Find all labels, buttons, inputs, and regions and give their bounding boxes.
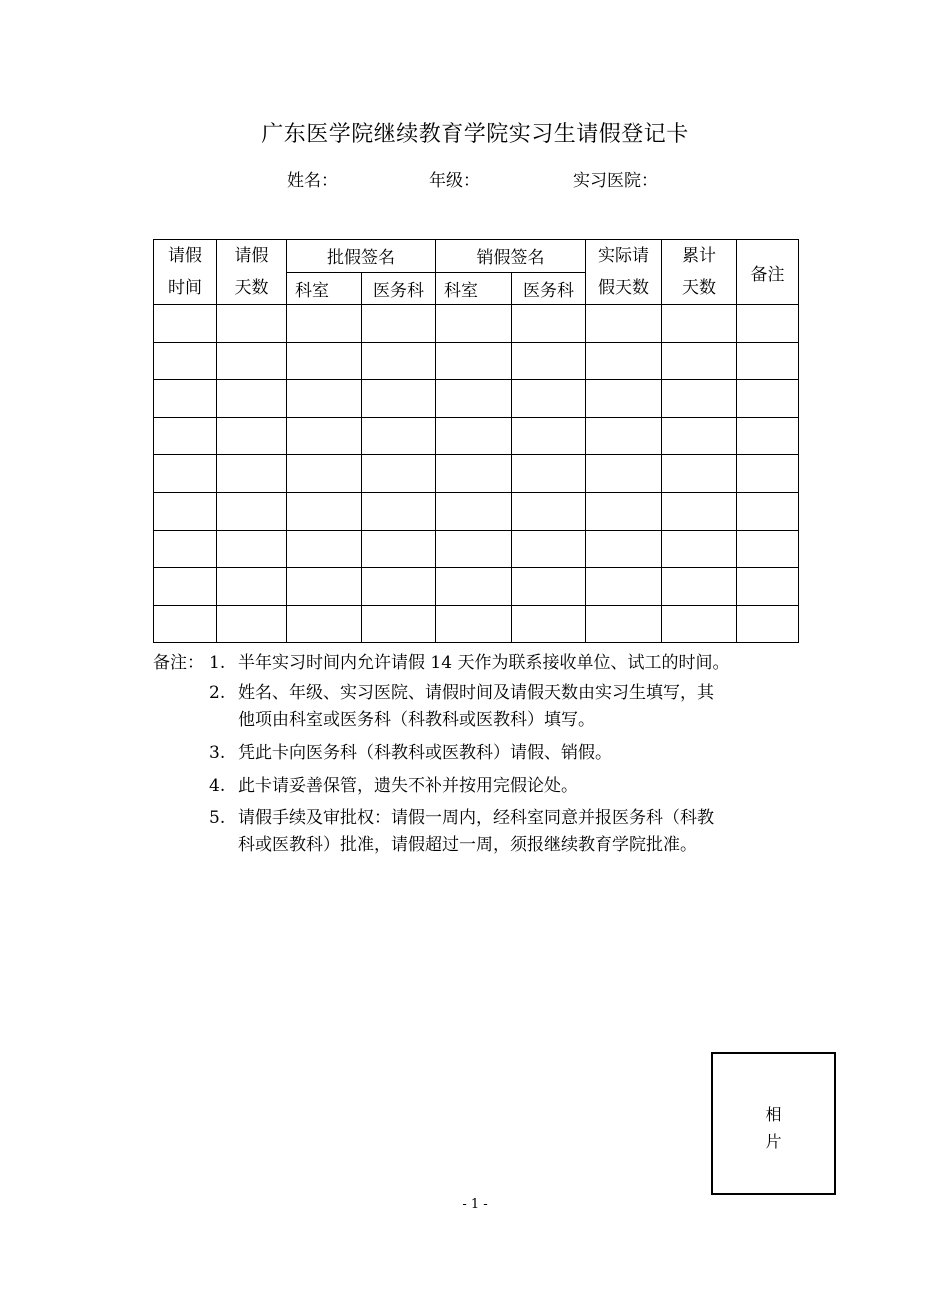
table-cell[interactable] <box>362 605 436 643</box>
table-cell[interactable] <box>662 305 737 343</box>
table-cell[interactable] <box>737 605 799 643</box>
note-text <box>238 740 798 767</box>
table-cell[interactable] <box>662 605 737 643</box>
table-cell[interactable] <box>512 492 586 530</box>
table-row <box>154 530 799 568</box>
table-cell[interactable] <box>737 305 799 343</box>
table-cell[interactable] <box>737 530 799 568</box>
grade-label: 年级： <box>429 171 480 191</box>
table-cell[interactable] <box>662 380 737 418</box>
note-number: 5. <box>209 808 226 828</box>
table-cell[interactable] <box>217 342 287 380</box>
table-cell[interactable] <box>287 605 362 643</box>
table-cell[interactable] <box>512 417 586 455</box>
table-cell[interactable] <box>737 492 799 530</box>
table-row <box>154 417 799 455</box>
note-number: 2. <box>209 683 226 703</box>
table-cell[interactable] <box>154 417 217 455</box>
table-cell[interactable] <box>287 305 362 343</box>
table-cell[interactable] <box>586 455 662 493</box>
table-cell[interactable] <box>287 455 362 493</box>
table-cell[interactable] <box>512 568 586 606</box>
table-cell[interactable] <box>436 417 512 455</box>
table-cell[interactable] <box>737 455 799 493</box>
table-cell[interactable] <box>154 530 217 568</box>
table-cell[interactable] <box>217 605 287 643</box>
table-cell[interactable] <box>512 380 586 418</box>
note-line: 半年实习时间内允许请假 14 天作为联系接收单位、试工的时间。 <box>238 653 730 673</box>
header-cancel-medical: 医务科 <box>512 272 586 305</box>
photo-label-line2: 片 <box>765 1132 782 1151</box>
table-cell[interactable] <box>512 305 586 343</box>
header-cancel-signature: 销假签名 <box>436 240 586 273</box>
note-line: 科或医教科）批准，请假超过一周，须报继续教育学院批准。 <box>238 835 697 855</box>
header-total-days-line2: 天数 <box>682 278 716 298</box>
table-cell[interactable] <box>362 305 436 343</box>
table-cell[interactable] <box>217 305 287 343</box>
table-cell[interactable] <box>662 417 737 455</box>
table-cell[interactable] <box>154 380 217 418</box>
leave-register-table <box>153 239 799 643</box>
header-leave-time <box>154 240 217 305</box>
table-cell[interactable] <box>154 605 217 643</box>
table-cell[interactable] <box>362 492 436 530</box>
table-cell[interactable] <box>586 605 662 643</box>
note-text <box>238 773 798 800</box>
table-cell[interactable] <box>586 305 662 343</box>
table-row <box>154 305 799 343</box>
header-leave-days <box>217 240 287 305</box>
table-cell[interactable] <box>217 568 287 606</box>
table-row <box>154 342 799 380</box>
note-line: 姓名、年级、实习医院、请假时间及请假天数由实习生填写，其 <box>238 683 714 703</box>
table-cell[interactable] <box>662 492 737 530</box>
table-cell[interactable] <box>287 380 362 418</box>
table-cell[interactable] <box>217 417 287 455</box>
note-line: 请假手续及审批权：请假一周内，经科室同意并报医务科（科教 <box>238 808 714 828</box>
note-line: 凭此卡向医务科（科教科或医教科）请假、销假。 <box>238 743 612 763</box>
table-cell[interactable] <box>217 455 287 493</box>
table-cell[interactable] <box>436 568 512 606</box>
table-cell[interactable] <box>737 342 799 380</box>
table-cell[interactable] <box>737 380 799 418</box>
table-row <box>154 605 799 643</box>
note-line: 此卡请妥善保管，遗失不补并按用完假论处。 <box>238 776 578 796</box>
note-text <box>238 680 798 734</box>
table-cell[interactable] <box>512 342 586 380</box>
header-total-days-line1: 累计 <box>682 246 716 266</box>
table-cell[interactable] <box>436 492 512 530</box>
table-cell[interactable] <box>512 530 586 568</box>
table-cell[interactable] <box>737 417 799 455</box>
table-cell[interactable] <box>436 455 512 493</box>
table-cell[interactable] <box>154 305 217 343</box>
note-text <box>238 805 798 859</box>
table-cell[interactable] <box>436 342 512 380</box>
table-cell[interactable] <box>154 342 217 380</box>
table-cell[interactable] <box>154 455 217 493</box>
header-actual-days-line2: 假天数 <box>598 278 649 298</box>
table-cell[interactable] <box>436 380 512 418</box>
table-cell[interactable] <box>362 380 436 418</box>
table-body <box>154 305 799 643</box>
table-cell[interactable] <box>586 568 662 606</box>
table-cell[interactable] <box>586 417 662 455</box>
table-cell[interactable] <box>512 455 586 493</box>
table-cell[interactable] <box>287 568 362 606</box>
header-leave-time-line1: 请假 <box>168 246 202 266</box>
note-line: 他项由科室或医务科（科教科或医教科）填写。 <box>238 710 595 730</box>
note-number: 3. <box>209 743 226 763</box>
header-approve-signature: 批假签名 <box>287 240 436 273</box>
table-cell[interactable] <box>287 492 362 530</box>
table-cell[interactable] <box>586 342 662 380</box>
table-cell[interactable] <box>512 605 586 643</box>
table-cell[interactable] <box>662 568 737 606</box>
header-leave-days-line1: 请假 <box>234 246 269 266</box>
table-cell[interactable] <box>217 492 287 530</box>
table-cell[interactable] <box>154 568 217 606</box>
table-cell[interactable] <box>154 492 217 530</box>
header-total-days <box>662 240 737 305</box>
header-actual-days-line1: 实际请 <box>598 246 649 266</box>
table-cell[interactable] <box>362 417 436 455</box>
photo-box <box>711 1052 836 1195</box>
note-number: 1. <box>209 653 226 673</box>
table-cell[interactable] <box>287 530 362 568</box>
table-cell[interactable] <box>362 530 436 568</box>
header-cancel-dept: 科室 <box>436 272 512 305</box>
note-number: 4. <box>209 776 226 796</box>
note-text <box>238 650 798 677</box>
table-cell[interactable] <box>586 380 662 418</box>
table-row <box>154 380 799 418</box>
table-cell[interactable] <box>662 342 737 380</box>
header-approve-medical: 医务科 <box>362 272 436 305</box>
hospital-label: 实习医院： <box>573 171 658 191</box>
header-leave-days-line2: 天数 <box>234 278 269 298</box>
table-cell[interactable] <box>217 380 287 418</box>
table-cell[interactable] <box>586 492 662 530</box>
table-header <box>154 240 799 305</box>
table-row <box>154 492 799 530</box>
photo-label-line1: 相 <box>765 1105 782 1124</box>
header-leave-time-line2: 时间 <box>168 278 202 298</box>
notes-label: 备注： <box>153 653 204 673</box>
name-label: 姓名： <box>287 171 338 191</box>
header-remarks: 备注 <box>737 240 799 305</box>
table-cell[interactable] <box>362 568 436 606</box>
header-approve-dept: 科室 <box>287 272 362 305</box>
table-cell[interactable] <box>737 568 799 606</box>
table-row <box>154 455 799 493</box>
table-cell[interactable] <box>287 417 362 455</box>
header-actual-days <box>586 240 662 305</box>
table-cell[interactable] <box>362 455 436 493</box>
table-cell[interactable] <box>436 530 512 568</box>
table-cell[interactable] <box>586 530 662 568</box>
table-cell[interactable] <box>436 605 512 643</box>
table-cell[interactable] <box>436 305 512 343</box>
page-title: 广东医学院继续教育学院实习生请假登记卡 <box>261 122 689 147</box>
table-cell[interactable] <box>362 342 436 380</box>
table-cell[interactable] <box>287 342 362 380</box>
table-cell[interactable] <box>217 530 287 568</box>
table-cell[interactable] <box>662 455 737 493</box>
page-number: - 1 - <box>462 1197 488 1212</box>
table-row <box>154 568 799 606</box>
table-cell[interactable] <box>662 530 737 568</box>
